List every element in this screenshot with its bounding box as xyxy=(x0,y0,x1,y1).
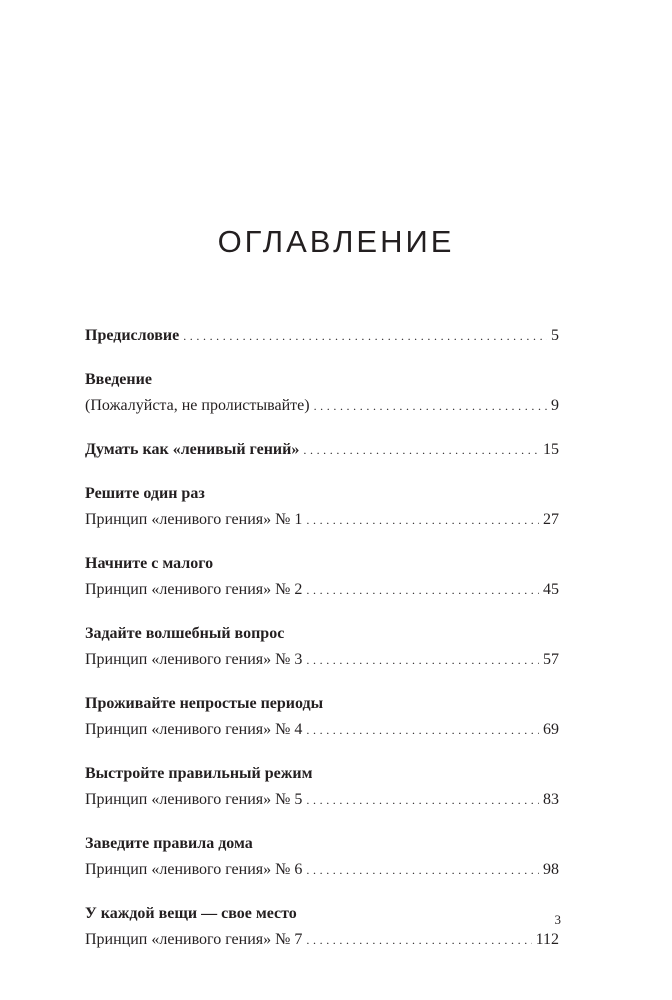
toc-entry-subtitle: Принцип «ленивого гения» № 2 xyxy=(85,581,303,598)
toc-entry[interactable] xyxy=(85,901,559,953)
toc-entry-subtitle: Принцип «ленивого гения» № 7 xyxy=(85,931,303,948)
dot-leader xyxy=(306,717,539,743)
toc-entry-title: У каждой вещи — свое место xyxy=(85,905,297,922)
dot-leader xyxy=(306,927,531,953)
dot-leader xyxy=(306,577,539,603)
toc-entry-page: 9 xyxy=(551,397,559,414)
toc-entry-title: Задайте волшебный вопрос xyxy=(85,625,285,642)
toc-entry-title: Думать как «ленивый гений» xyxy=(85,441,300,458)
toc-entry-page: 69 xyxy=(543,721,559,738)
dot-leader xyxy=(306,507,539,533)
toc-entry-subtitle: Принцип «ленивого гения» № 1 xyxy=(85,511,303,528)
dot-leader xyxy=(303,437,539,463)
dot-leader xyxy=(306,787,539,813)
toc-entry-title: Проживайте непростые периоды xyxy=(85,695,324,712)
toc-entry[interactable] xyxy=(85,761,559,813)
toc-entry-title: Выстройте правильный режим xyxy=(85,765,313,782)
toc-entry[interactable] xyxy=(85,323,559,349)
toc-entry-page: 83 xyxy=(543,791,559,808)
toc-entry-title: Предисловие xyxy=(85,327,180,344)
toc-entry-page: 57 xyxy=(543,651,559,668)
toc-entry-page: 15 xyxy=(543,441,559,458)
toc-entry[interactable] xyxy=(85,437,559,463)
toc-entry-title: Начните с малого xyxy=(85,555,214,572)
toc-entry[interactable] xyxy=(85,481,559,533)
toc-entry-title: Введение xyxy=(85,371,152,388)
toc-entry-title: Решите один раз xyxy=(85,485,205,502)
toc-entry-page: 98 xyxy=(543,861,559,878)
toc-entry-page: 45 xyxy=(543,581,559,598)
toc-entry-page: 27 xyxy=(543,511,559,528)
toc-entry[interactable] xyxy=(85,691,559,743)
page-number: 3 xyxy=(554,912,561,927)
toc-heading: ОГЛАВЛЕНИЕ xyxy=(217,224,455,259)
toc-entry[interactable] xyxy=(85,551,559,603)
toc-entry[interactable] xyxy=(85,621,559,673)
toc-entry-subtitle: Принцип «ленивого гения» № 3 xyxy=(85,651,303,668)
toc-entry[interactable] xyxy=(85,367,559,419)
table-of-contents xyxy=(85,323,559,971)
dot-leader xyxy=(314,393,547,419)
toc-entry-subtitle: (Пожалуйста, не пролистывайте) xyxy=(85,397,310,414)
dot-leader xyxy=(306,647,539,673)
toc-entry-page: 5 xyxy=(551,327,559,344)
toc-entry-subtitle: Принцип «ленивого гения» № 6 xyxy=(85,861,303,878)
toc-entry-subtitle: Принцип «ленивого гения» № 4 xyxy=(85,721,303,738)
toc-entry-title: Заведите правила дома xyxy=(85,835,253,852)
toc-entry-subtitle: Принцип «ленивого гения» № 5 xyxy=(85,791,303,808)
dot-leader xyxy=(306,857,539,883)
dot-leader xyxy=(183,323,547,349)
toc-entry[interactable] xyxy=(85,831,559,883)
toc-entry-page: 112 xyxy=(535,931,559,948)
